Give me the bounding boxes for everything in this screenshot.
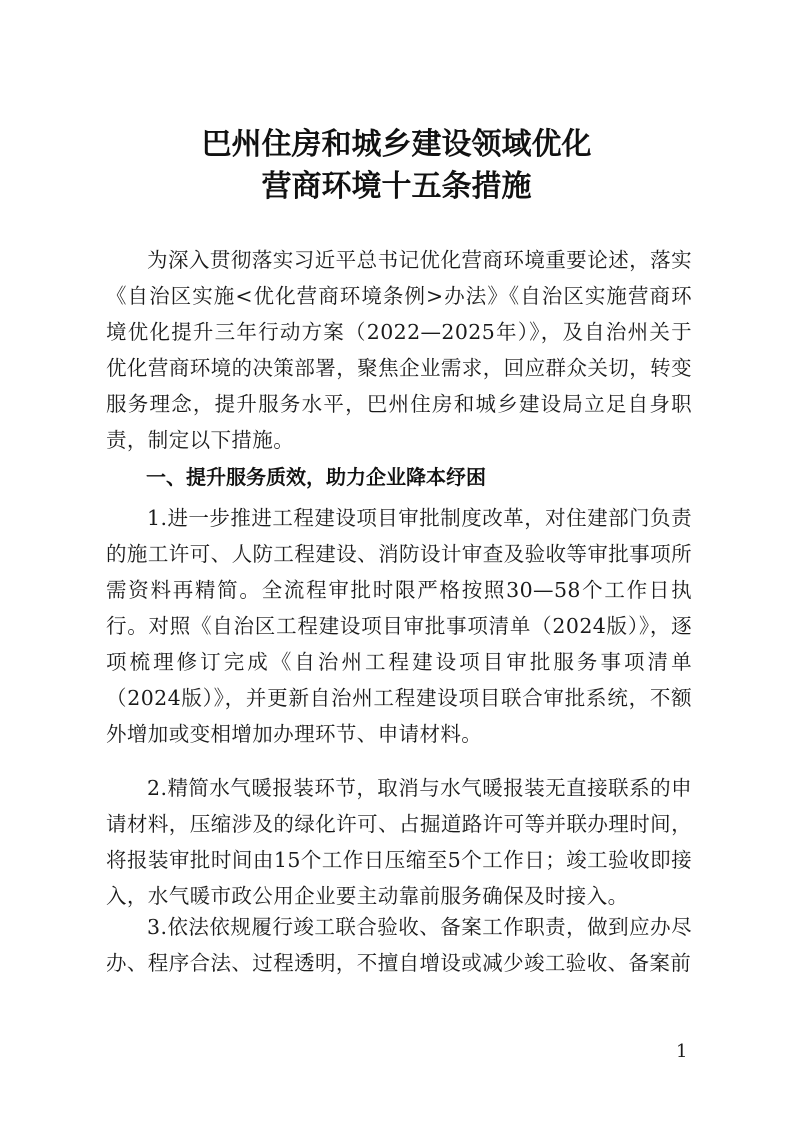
intro-paragraph: 为深入贯彻落实习近平总书记优化营商环境重要论述，落实《自治区实施<优化营商环境条例>办法》《自治区实施营商环境优化提升三年行动方案（2022—2025年）》，及自治州关于优化营商环境的决策部署，聚焦企业需求，回应群众关切，转变服务理念，提升服务水平，巴州住房和城乡建设局立足自身职责，制定以下措施。 <box>106 248 692 452</box>
document-title-line-2: 营商环境十五条措施 <box>261 169 532 204</box>
document-title-line-1: 巴州住房和城乡建设领域优化 <box>201 127 592 162</box>
measure-item-2: 2.精简水气暖报装环节，取消与水气暖报装无直接联系的申请材料，压缩涉及的绿化许可、占掘道路许可等并联办理时间，将报装审批时间由15个工作日压缩至5个工作日；竣工验收即接入，水气暖市政公用企业要主动靠前服务确保及时接入。 <box>106 776 692 908</box>
section-1-heading: 一、提升服务质效，助力企业降本纾困 <box>146 465 486 489</box>
measure-item-3: 3.依法依规履行竣工联合验收、备案工作职责，做到应办尽办、程序合法、过程透明，不擅自增设或减少竣工验收、备案前 <box>106 915 692 975</box>
measure-item-1: 1.进一步推进工程建设项目审批制度改革，对住建部门负责的施工许可、人防工程建设、消防设计审查及验收等审批事项所需资料再精简。全流程审批时限严格按照30—58个工作日执行。对照《自治区工程建设项目审批事项清单（2024版）》，逐项梳理修订完成《自治州工程建设项目审批服务事项清单（2024版）》，并更新自治州工程建设项目联合审批系统，不额外增加或变相增加办理环节、申请材料。 <box>106 506 692 746</box>
page-number: 1 <box>676 1041 688 1062</box>
